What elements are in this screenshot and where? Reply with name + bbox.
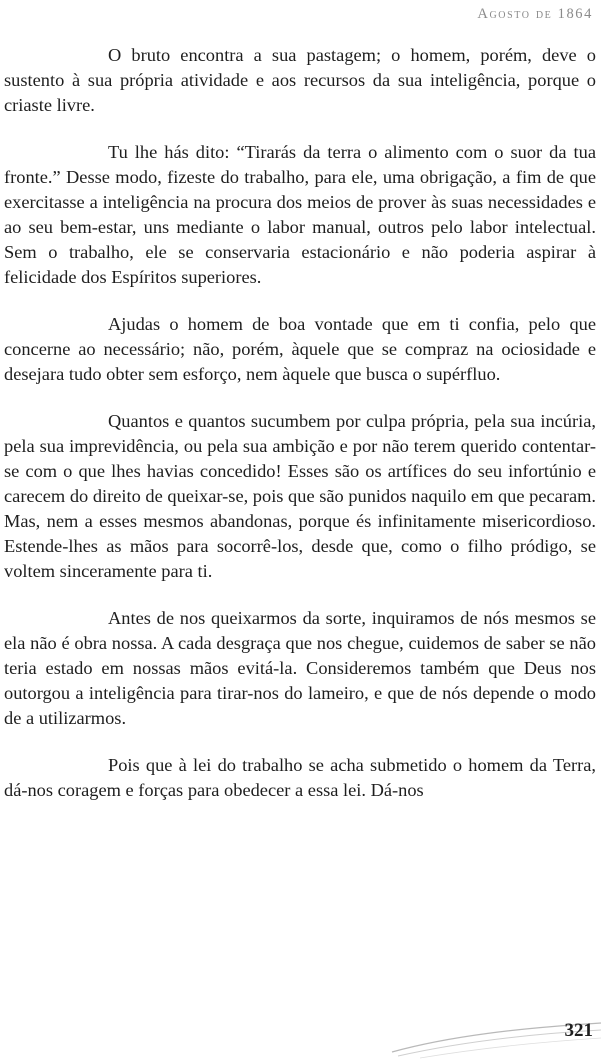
paragraph-4: Quantos e quantos sucumbem por culpa própria, pela sua incúria, pela sua imprevidência, ou pela sua ambição e por não terem querido contentar-se com o que lhes havias concedido! Esses são os artífices do seu infortúnio e carecem do direito de queixar-se, pois que são punidos naquilo em que pecaram. Mas, nem a esses mesmos abandonas, porque és infinitamente misericordioso. Estende-lhes as mãos para socorrê-los, desde que, como o filho pródigo, se voltem sinceramente para ti. [4,411,597,581]
text-body [4,43,596,803]
page-number: 321 [564,1020,593,1041]
paragraph-2: Tu lhe hás dito: “Tirarás da terra o alimento com o suor da tua fronte.” Desse modo, fizeste do trabalho, para ele, uma obrigação, a fim de que exercitasse a inteligência na procura dos meios de prover às suas necessidades e ao seu bem-estar, uns mediante o labor manual, outros pelo labor intelectual. Sem o trabalho, ele se conservaria estacionário e não poderia aspirar à felicidade dos Espíritos superiores. [4,142,596,287]
paragraph-5: Antes de nos queixarmos da sorte, inquiramos de nós mesmos se ela não é obra nossa. A cada desgraça que nos chegue, cuidemos de saber se não teria estado em nossas mãos evitá-la. Consideremos também que Deus nos outorgou a inteligência para tirar-nos do lameiro, e que de nós depende o modo de a utilizarmos. [4,608,596,728]
running-header: Agosto de 1864 [477,6,593,22]
paragraph-3: Ajudas o homem de boa vontade que em ti confia, pelo que concerne ao necessário; não, porém, àquele que se compraz na ociosidade e desejara tudo obter sem esforço, nem àquele que busca o supérfluo. [4,314,596,384]
paragraph-6: Pois que à lei do trabalho se acha submetido o homem da Terra, dá-nos coragem e forças para obedecer a essa lei. Dá-nos [4,755,596,800]
paragraph-1: O bruto encontra a sua pastagem; o homem, porém, deve o sustento à sua própria atividade e aos recursos da sua inteligência, porque o criaste livre. [4,45,596,115]
